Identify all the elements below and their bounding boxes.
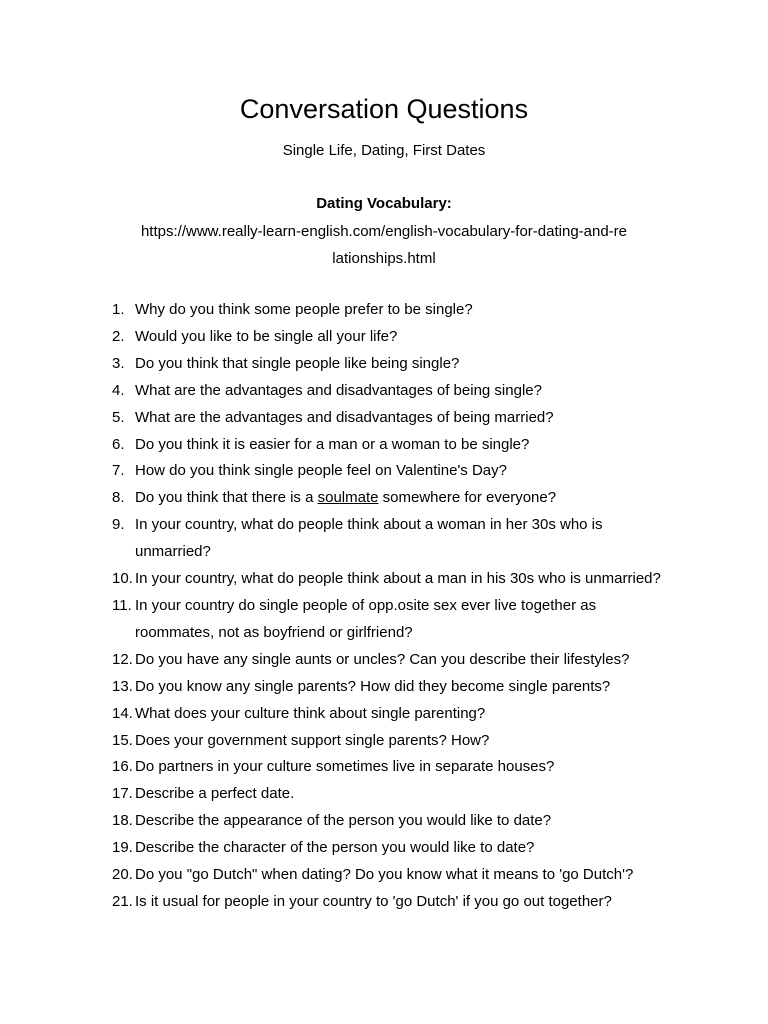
question-text: Describe the character of the person you would like to date? [135, 839, 535, 857]
question-number: 20. [112, 866, 133, 884]
question-item-7 [112, 458, 672, 485]
question-item-15 [112, 728, 672, 755]
question-number: 21. [112, 892, 133, 910]
question-item-18 [112, 808, 672, 835]
question-item-19 [112, 835, 672, 862]
question-text [135, 485, 672, 512]
question-text: Why do you think some people prefer to be single? [135, 301, 473, 318]
question-text: Do partners in your culture sometimes live in separate houses? [135, 758, 555, 776]
vocabulary-heading: Dating Vocabulary: [316, 195, 452, 212]
question-item-21 [112, 889, 672, 916]
question-item-10 [112, 566, 672, 593]
question-item-16 [112, 754, 672, 781]
question-text: What does your culture think about single parenting? [135, 704, 486, 722]
question-number: 4. [112, 381, 125, 399]
question-item-8 [112, 485, 672, 512]
underlined-term-soulmate: soulmate [317, 489, 379, 507]
question-item-20 [112, 862, 672, 889]
question-text: In your country do single people of opp.osite sex ever live together as roommates, not as boyfriend or girlfriend? [135, 596, 597, 641]
question-list [112, 297, 672, 916]
question-number: 18. [112, 812, 133, 830]
question-text: Does your government support single parents? How? [135, 731, 490, 749]
question-number: 1. [112, 301, 125, 318]
question-number: 5. [112, 408, 125, 426]
page-title: Conversation Questions [239, 94, 529, 124]
question-number: 17. [112, 785, 133, 803]
question-item-14 [112, 701, 672, 728]
question-number: 10. [112, 570, 133, 588]
question-text: Do you have any single aunts or uncles? Can you describe their lifestyles? [135, 650, 630, 668]
question-number: 12. [112, 650, 133, 668]
question-number: 6. [112, 435, 125, 453]
question-item-2 [112, 324, 672, 351]
question-text: What are the advantages and disadvantages of being married? [135, 408, 554, 426]
question-item-11 [112, 593, 672, 647]
question-text-before: Do you think that there is a [135, 489, 318, 507]
question-text: Describe the appearance of the person you would like to date? [135, 812, 552, 830]
question-number: 7. [112, 462, 125, 480]
question-number: 19. [112, 839, 133, 857]
question-number: 11. [112, 596, 132, 614]
question-number: 3. [112, 354, 125, 372]
question-number: 14. [112, 704, 133, 722]
question-number: 16. [112, 758, 133, 776]
question-item-17 [112, 781, 672, 808]
question-item-5 [112, 405, 672, 432]
question-number: 9. [112, 516, 125, 534]
question-text: Do you think it is easier for a man or a woman to be single? [135, 435, 530, 453]
question-number: 2. [112, 327, 125, 345]
question-text: In your country, what do people think about a woman in her 30s who is unmarried? [135, 516, 603, 561]
question-text: Describe a perfect date. [135, 785, 295, 803]
question-item-1 [112, 297, 672, 324]
vocabulary-link[interactable]: https://www.really-learn-english.com/english-vocabulary-for-dating-and-relationships.html [140, 223, 628, 267]
question-text: What are the advantages and disadvantages of being single? [135, 381, 542, 399]
question-text: Do you think that single people like being single? [135, 354, 460, 372]
question-text: Would you like to be single all your life? [135, 327, 398, 345]
question-item-13 [112, 674, 672, 701]
question-item-12 [112, 647, 672, 674]
question-text: Do you "go Dutch" when dating? Do you know what it means to 'go Dutch'? [135, 866, 634, 884]
question-text: In your country, what do people think about a man in his 30s who is unmarried? [135, 570, 661, 588]
page-subtitle: Single Life, Dating, First Dates [282, 142, 486, 159]
question-number: 8. [112, 489, 125, 507]
question-item-3 [112, 351, 672, 378]
question-text: Is it usual for people in your country to 'go Dutch' if you go out together? [135, 892, 612, 910]
question-text-after: somewhere for everyone? [378, 489, 557, 507]
question-item-6 [112, 432, 672, 459]
question-number: 13. [112, 677, 133, 695]
question-item-4 [112, 378, 672, 405]
question-number: 15. [112, 731, 133, 749]
question-text: Do you know any single parents? How did they become single parents? [135, 677, 611, 695]
question-text: How do you think single people feel on Valentine's Day? [135, 462, 507, 480]
question-item-9 [112, 512, 672, 566]
